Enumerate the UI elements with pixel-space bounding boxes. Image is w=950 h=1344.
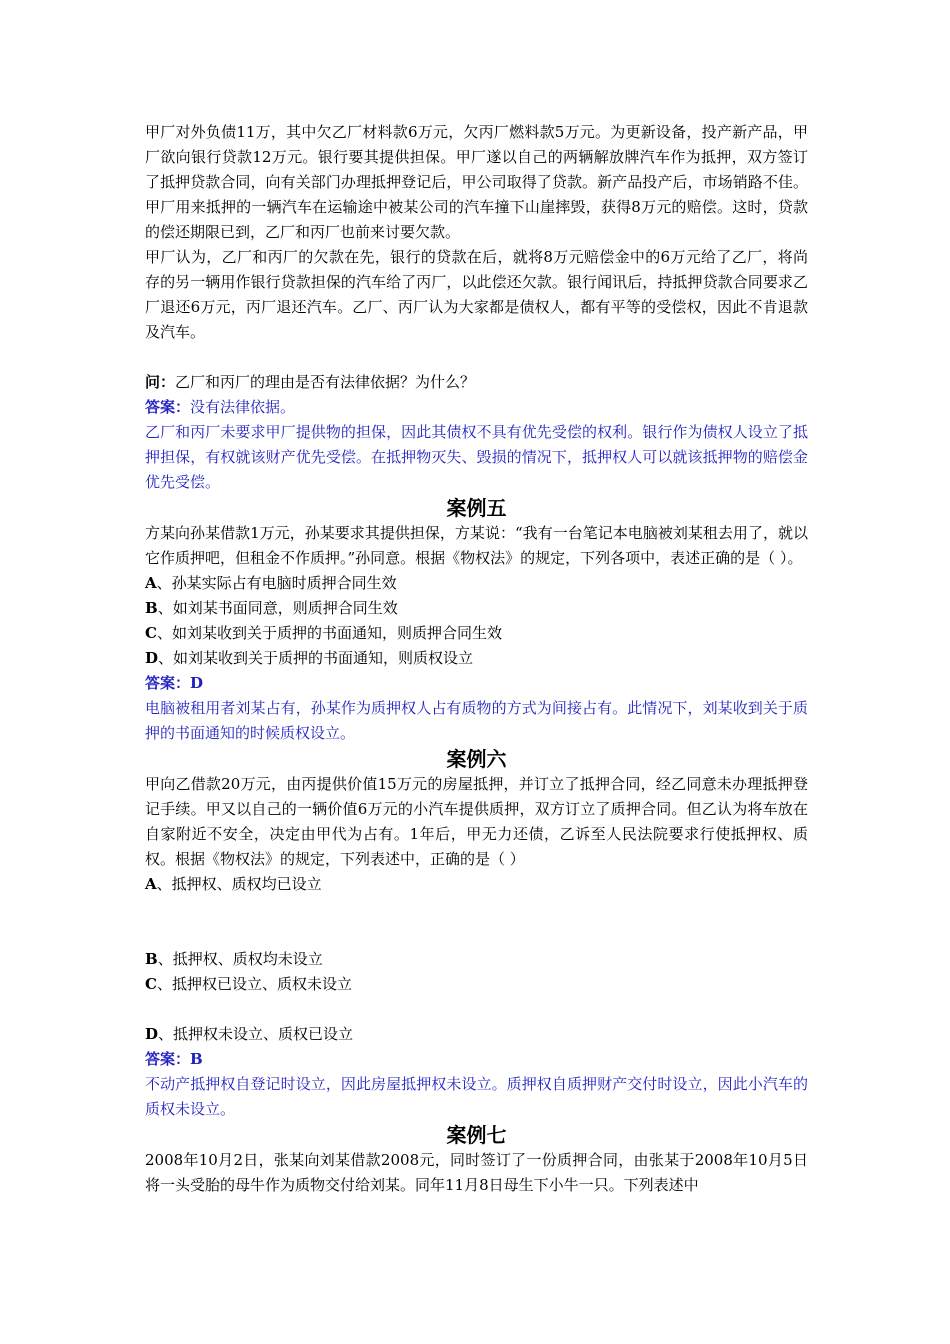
case4-answer-detail: 乙厂和丙厂未要求甲厂提供物的担保，因此其债权不具有优先受偿的权利。银行作为债权人设立了抵押担保，有权就该财产优先受偿。在抵押物灭失、毁损的情况下，抵押权人可以就该抵押物的赔偿金优先受偿。 [145, 423, 808, 491]
option-text: 、抵押权未设立、质权已设立 [158, 1025, 354, 1043]
case5-paragraph: 方某向孙某借款1万元，孙某要求其提供担保，方某说：“我有一台笔记本电脑被刘某租去用了，就以它作质押吧，但租金不作质押。”孙同意。根据《物权法》的规定，下列各项中，表述正确的是（ ）。 [145, 524, 808, 567]
case4-answer [145, 395, 808, 420]
option-letter: D [145, 1025, 159, 1043]
option-letter: A [145, 875, 157, 893]
blank-line [145, 345, 808, 370]
document-page [145, 120, 808, 1198]
option-text: 、抵押权已设立、质权未设立 [156, 975, 352, 993]
case4-question [145, 370, 808, 395]
case5-option-c [145, 621, 808, 646]
case7-paragraph: 2008年10月2日，张某向刘某借款2008元，同时签订了一份质押合同，由张某于2008年10月5日将一头受胎的母牛作为质物交付给刘某。同年11月8日母生下小牛一只。下列表述中 [145, 1151, 808, 1194]
option-text: 、孙某实际占有电脑时质押合同生效 [156, 574, 397, 592]
answer-label: 答案： [145, 398, 191, 416]
case6-paragraph: 甲向乙借款20万元，由丙提供价值15万元的房屋抵押，并订立了抵押合同，经乙同意未办理抵押登记手续。甲又以自己的一辆价值6万元的小汽车提供质押，双方订立了质押合同。但乙认为将车放在自家附近不安全，决定由甲代为占有。1年后，甲无力还债，乙诉至人民法院要求行使抵押权、质权。根据《物权法》的规定，下列表述中，正确的是（ ） [145, 775, 808, 868]
question-label: 问： [145, 373, 176, 391]
case5-title: 案例五 [446, 496, 507, 520]
case6-option-a [145, 872, 808, 897]
answer-short: 没有法律依据。 [190, 398, 296, 416]
question-text: 乙厂和丙厂的理由是否有法律依据？为什么？ [175, 373, 476, 391]
answer-value: B [190, 1050, 203, 1068]
option-text: 、抵押权、质权均已设立 [156, 875, 322, 893]
case5-option-a [145, 571, 808, 596]
option-letter: D [145, 649, 159, 667]
option-letter: A [145, 574, 157, 592]
option-text: 、如刘某收到关于质押的书面通知，则质押合同生效 [156, 624, 502, 642]
option-letter: B [145, 950, 158, 968]
option-text: 、如刘某书面同意，则质押合同生效 [157, 599, 398, 617]
option-letter: C [145, 975, 157, 993]
blank-line [145, 997, 808, 1022]
case6-option-b [145, 947, 808, 972]
case5-option-d [145, 646, 808, 671]
option-text: 、如刘某收到关于质押的书面通知，则质权设立 [158, 649, 474, 667]
option-letter: C [145, 624, 157, 642]
case6-option-c [145, 972, 808, 997]
answer-label: 答案： [145, 674, 191, 692]
case6-answer [145, 1047, 808, 1072]
option-text: 、抵押权、质权均未设立 [157, 950, 323, 968]
case6-answer-detail: 不动产抵押权自登记时设立，因此房屋抵押权未设立。质押权自质押财产交付时设立，因此小汽车的质权未设立。 [145, 1075, 808, 1118]
case4-paragraph-1: 甲厂对外负债11万，其中欠乙厂材料款6万元，欠丙厂燃料款5万元。为更新设备，投产新产品，甲厂欲向银行贷款12万元。银行要其提供担保。甲厂遂以自己的两辆解放牌汽车作为抵押，双方签订了抵押贷款合同，向有关部门办理抵押登记后，甲公司取得了贷款。新产品投产后，市场销路不佳。甲厂用来抵押的一辆汽车在运输途中被某公司的汽车撞下山崖摔毁，获得8万元的赔偿。这时，贷款的偿还期限已到，乙厂和丙厂也前来讨要欠款。 [145, 123, 808, 241]
blank-gap [145, 897, 808, 947]
case5-answer-detail: 电脑被租用者刘某占有，孙某作为质押权人占有质物的方式为间接占有。此情况下，刘某收到关于质押的书面通知的时候质权设立。 [145, 699, 808, 742]
option-letter: B [145, 599, 158, 617]
answer-label: 答案： [145, 1050, 191, 1068]
case6-option-d [145, 1022, 808, 1047]
case7-title: 案例七 [446, 1123, 507, 1147]
case5-option-b [145, 596, 808, 621]
case5-answer [145, 671, 808, 696]
case6-title: 案例六 [446, 747, 507, 771]
answer-value: D [190, 674, 204, 692]
case4-paragraph-2: 甲厂认为，乙厂和丙厂的欠款在先，银行的贷款在后，就将8万元赔偿金中的6万元给了乙厂，将尚存的另一辆用作银行贷款担保的汽车给了丙厂，以此偿还欠款。银行闻讯后，持抵押贷款合同要求乙厂退还6万元，丙厂退还汽车。乙厂、丙厂认为大家都是债权人，都有平等的受偿权，因此不肯退款及汽车。 [145, 248, 808, 341]
